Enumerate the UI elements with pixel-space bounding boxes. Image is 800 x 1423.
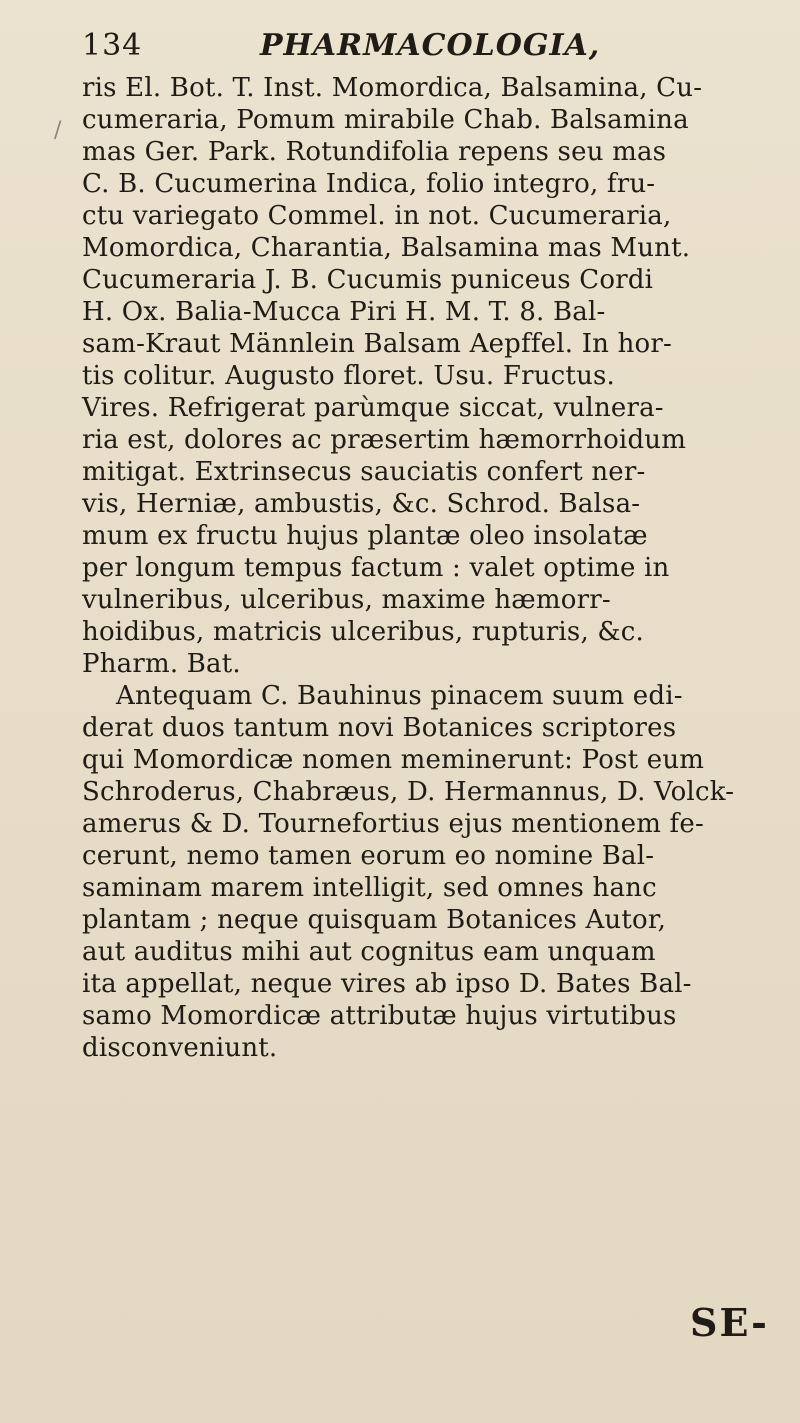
text-line: samo Momordicæ attributæ hujus virtutibus: [82, 1001, 677, 1031]
text-line: mas Ger. Park. Rotundifolia repens seu mas: [82, 137, 667, 167]
running-head: PHARMACOLOGIA,: [260, 28, 601, 63]
text-line: Momordica, Charantia, Balsamina mas Munt.: [82, 233, 691, 263]
text-line: ria est, dolores ac præsertim hæmorrhoidum: [82, 425, 687, 455]
text-line: cerunt, nemo tamen eorum eo nomine Bal-: [82, 841, 655, 871]
text-line: aut auditus mihi aut cognitus eam unquam: [82, 937, 656, 967]
text-line: disconveniunt.: [82, 1033, 278, 1063]
text-line: Pharm. Bat.: [82, 649, 241, 679]
text-line: ris El. Bot. T. Inst. Momordica, Balsamina, Cu-: [82, 73, 703, 103]
text-line: hoidibus, matricis ulceribus, rupturis, &c.: [82, 617, 644, 647]
text-line: cumeraria, Pomum mirabile Chab. Balsamina: [82, 105, 689, 135]
body-text: [82, 72, 782, 1064]
text-line: Schroderus, Chabræus, D. Hermannus, D. Volck-: [82, 777, 735, 807]
catchword: SE-: [690, 1300, 769, 1345]
page-header: [82, 28, 772, 72]
text-line: Vires. Refrigerat parùmque siccat, vulnera-: [82, 393, 664, 423]
text-line: mum ex fructu hujus plantæ oleo insolatæ: [82, 521, 648, 551]
text-line: amerus & D. Tournefortius ejus mentionem fe-: [82, 809, 704, 839]
paragraph-start-line: Antequam C. Bauhinus pinacem suum edi-: [116, 681, 683, 711]
text-line: per longum tempus factum : valet optime in: [82, 553, 670, 583]
text-line: mitigat. Extrinsecus sauciatis confert ner-: [82, 457, 646, 487]
text-line: H. Ox. Balia-Mucca Piri H. M. T. 8. Bal-: [82, 297, 606, 327]
text-line: ctu variegato Commel. in not. Cucumeraria,: [82, 201, 672, 231]
text-line: sam-Kraut Männlein Balsam Aepffel. In hor-: [82, 329, 672, 359]
text-line: derat duos tantum novi Botanices scriptores: [82, 713, 677, 743]
text-line: C. B. Cucumerina Indica, folio integro, fru-: [82, 169, 656, 199]
text-line: qui Momordicæ nomen meminerunt: Post eum: [82, 745, 705, 775]
page-number: 134: [82, 28, 143, 63]
text-line: vis, Herniæ, ambustis, &c. Schrod. Balsa-: [82, 489, 641, 519]
text-line: saminam marem intelligit, sed omnes hanc: [82, 873, 657, 903]
margin-mark: /: [54, 118, 62, 143]
text-line: vulneribus, ulceribus, maxime hæmorr-: [82, 585, 611, 615]
text-line: Cucumeraria J. B. Cucumis puniceus Cordi: [82, 265, 654, 295]
text-line: ita appellat, neque vires ab ipso D. Bates Bal-: [82, 969, 692, 999]
text-line: plantam ; neque quisquam Botanices Autor,: [82, 905, 667, 935]
text-line: tis colitur. Augusto floret. Usu. Fructus.: [82, 361, 616, 391]
